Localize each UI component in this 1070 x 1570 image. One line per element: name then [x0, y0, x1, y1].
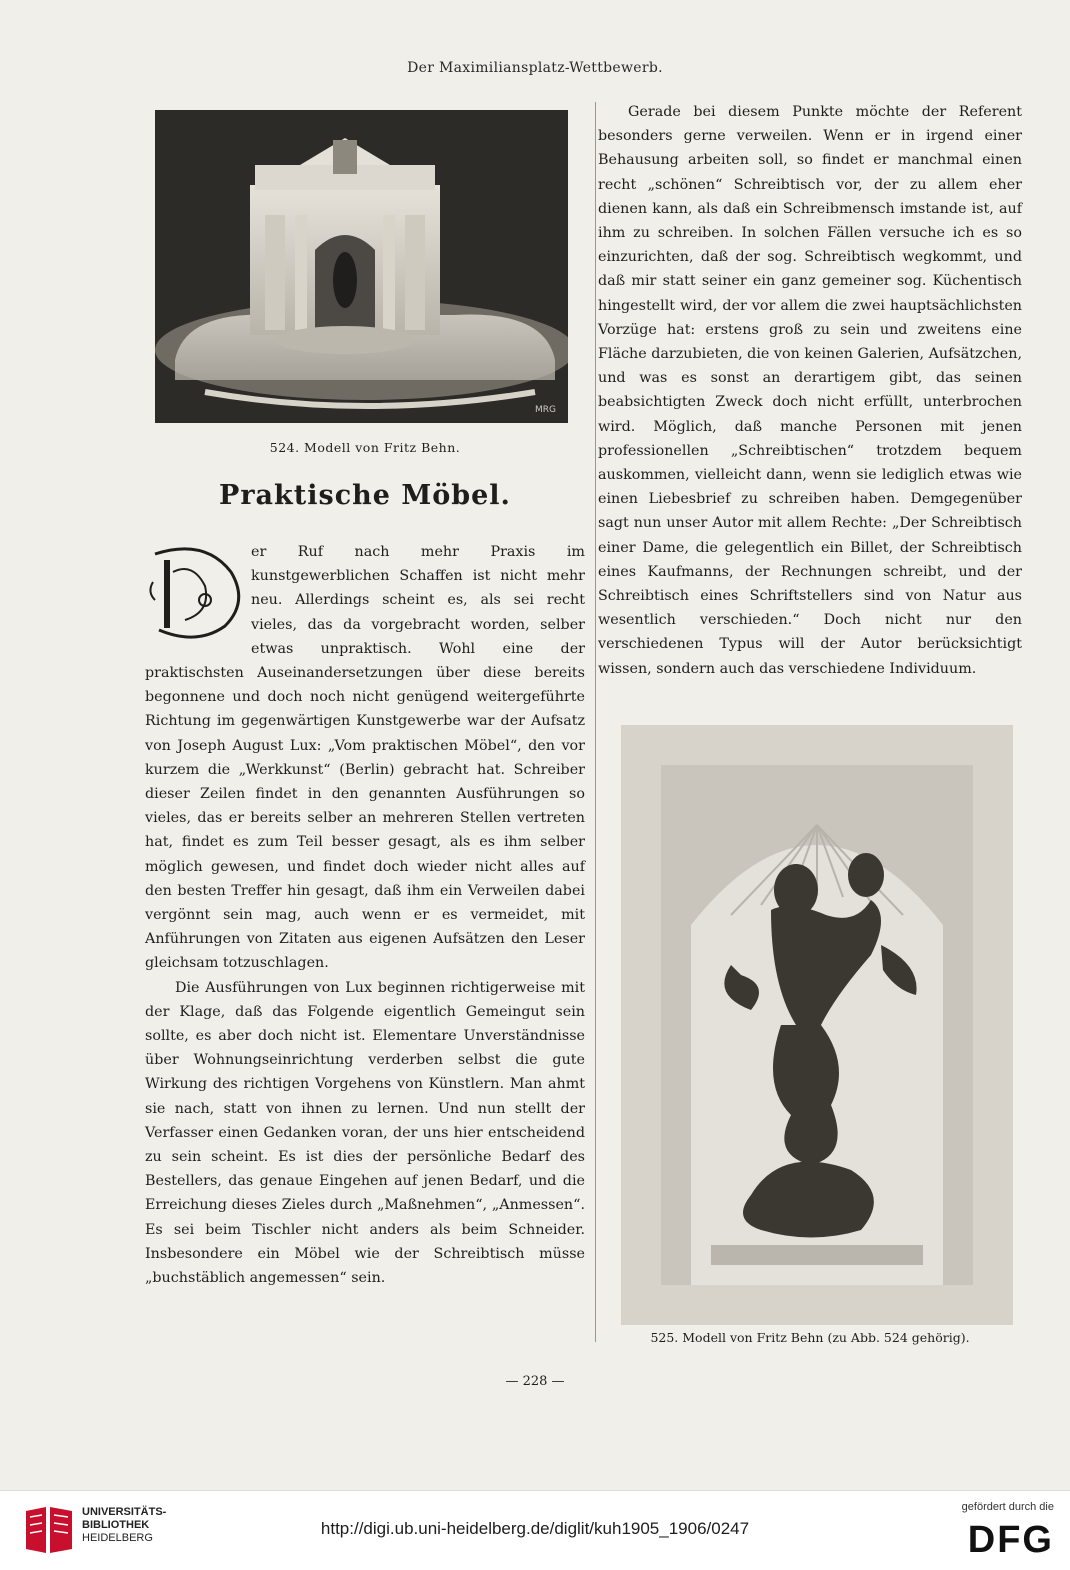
- figure-525-caption: 525. Modell von Fritz Behn (zu Abb. 524 gehörig).: [650, 1330, 970, 1345]
- right-column: [598, 100, 1022, 681]
- digitization-footer: [0, 1490, 1070, 1570]
- funding-label: gefördert durch die: [961, 1501, 1054, 1513]
- left-column: [145, 540, 585, 1290]
- running-head: Der Maximiliansplatz-Wettbewerb.: [407, 60, 663, 76]
- sculpture-niche-illustration: [621, 725, 1013, 1325]
- left-paragraph-2: Die Ausführungen von Lux beginnen richtigerweise mit der Klage, daß das Folgende eigentlich Gemeingut sein sollte, es aber doch nicht ist. Elementare Unverständnisse über Wohnungseinrichtung verderben selbst die gute Wirkung des richtigen Vorgehens von Künstlern. Man ahmt sie nach, statt von ihnen zu lernen. Und nun stellt der Verfasser einen Gedanken voran, der uns hier entscheidend zu sein scheint. Es ist dies der persönliche Bedarf des Bestellers, das genaue Eingehen auf jenen Bedarf, und die Erreichung dieses Zieles durch „Maßnehmen“, „Anmessen“. Es sei beim Tischler nicht anders als beim Schneider. Insbesondere ein Möbel wie der Schreibtisch müsse „buchstäblich angemessen“ sein.: [145, 979, 585, 1287]
- page-number: — 228 —: [505, 1374, 565, 1389]
- column-divider: [595, 102, 596, 1342]
- permalink-url[interactable]: http://digi.ub.uni-heidelberg.de/diglit/kuh1905_1906/0247: [320, 1519, 750, 1538]
- figure-524-caption: 524. Modell von Fritz Behn.: [269, 440, 461, 455]
- figure-524-image: [155, 110, 568, 423]
- left-paragraph-1: er Ruf nach mehr Praxis im kunstgewerblichen Schaffen ist nicht mehr neu. Allerdings scheint es, als sei recht vieles, das da vorgebracht worden, selber etwas unpraktisch. Wohl eine der praktischsten Auseinandersetzungen über diese bereits begonnene und doch noch nicht genügend weitergeführte Richtung im gegenwärtigen Kunstgewerbe war der Aufsatz von Joseph August Lux: „Vom praktischen Möbel“, den vor kurzem die „Werkkunst“ (Berlin) gebracht hat. Schreiber dieser Zeilen findet in den genannten Ausführungen so vieles, das er bereits selber an mehreren Stellen vertreten hat, findet es zum Teil besser gesagt, als es ihm selber möglich gewesen, und findet doch wieder nicht alles auf den besten Treffer hin gesagt, daß ihm ein Verweilen dabei vergönnt sein mag, auch wenn er es vermeidet, mit Anführungen von Zitaten aus eigenen Aufsätzen den Leser gleichsam totzuschlagen.: [145, 544, 585, 972]
- fountain-model-illustration: [155, 110, 568, 423]
- figure-525-image: [621, 725, 1013, 1325]
- institution-line-1: UNIVERSITÄTS-: [82, 1506, 167, 1518]
- figure-watermark: MRG: [535, 405, 556, 415]
- institution-line-3: HEIDELBERG: [82, 1532, 153, 1544]
- dfg-logo: DFG: [967, 1519, 1054, 1561]
- right-paragraph-1: Gerade bei diesem Punkte möchte der Referent besonders gerne verweilen. Wenn er in irgend einer Behausung arbeiten soll, so findet er manchmal einen recht „schönen“ Schreibtisch vor, der zu allem eher dienen kann, als daß ein Schreibmensch imstande ist, auf ihm zu schreiben. In solchen Fällen versuche ich es so einzurichten, daß der sog. Schreibtisch wegkommt, und daß mir statt seiner ein ganz gemeiner sog. Küchentisch hingestellt wird, der vor allem die zwei hauptsächlichsten Vorzüge hat: erstens groß zu sein und zweitens eine Fläche darzubieten, die von keinen Galerien, Aufsätzchen, und was es sonst an derartigem gibt, das seinen beabsichtigten Zweck doch nicht erfüllt, unterbrochen wird. Möglich, daß manche Personen mit jenen professionellen „Schreibtischen“ trotzdem bequem auskommen, vielleicht dann, wenn sie lediglich etwas wie einen Liebesbrief zu schreiben haben. Demgegenüber sagt nun unser Autor mit allem Rechte: „Der Schreibtisch einer Dame, die gelegentlich ein Billet, der Schreibtisch eines Kaufmanns, der Rechnungen schreibt, und der Schreibtisch eines Schriftstellers sind von Natur aus wesentlich verschieden.“ Doch nicht nur den verschiedenen Typus will der Autor berücksichtigt wissen, sondern auch das verschiedene Individuum.: [598, 104, 1022, 677]
- ornamental-initial-d-icon: [145, 542, 243, 640]
- institution-line-2: BIBLIOTHEK: [82, 1519, 150, 1531]
- section-heading: Praktische Möbel.: [219, 480, 511, 511]
